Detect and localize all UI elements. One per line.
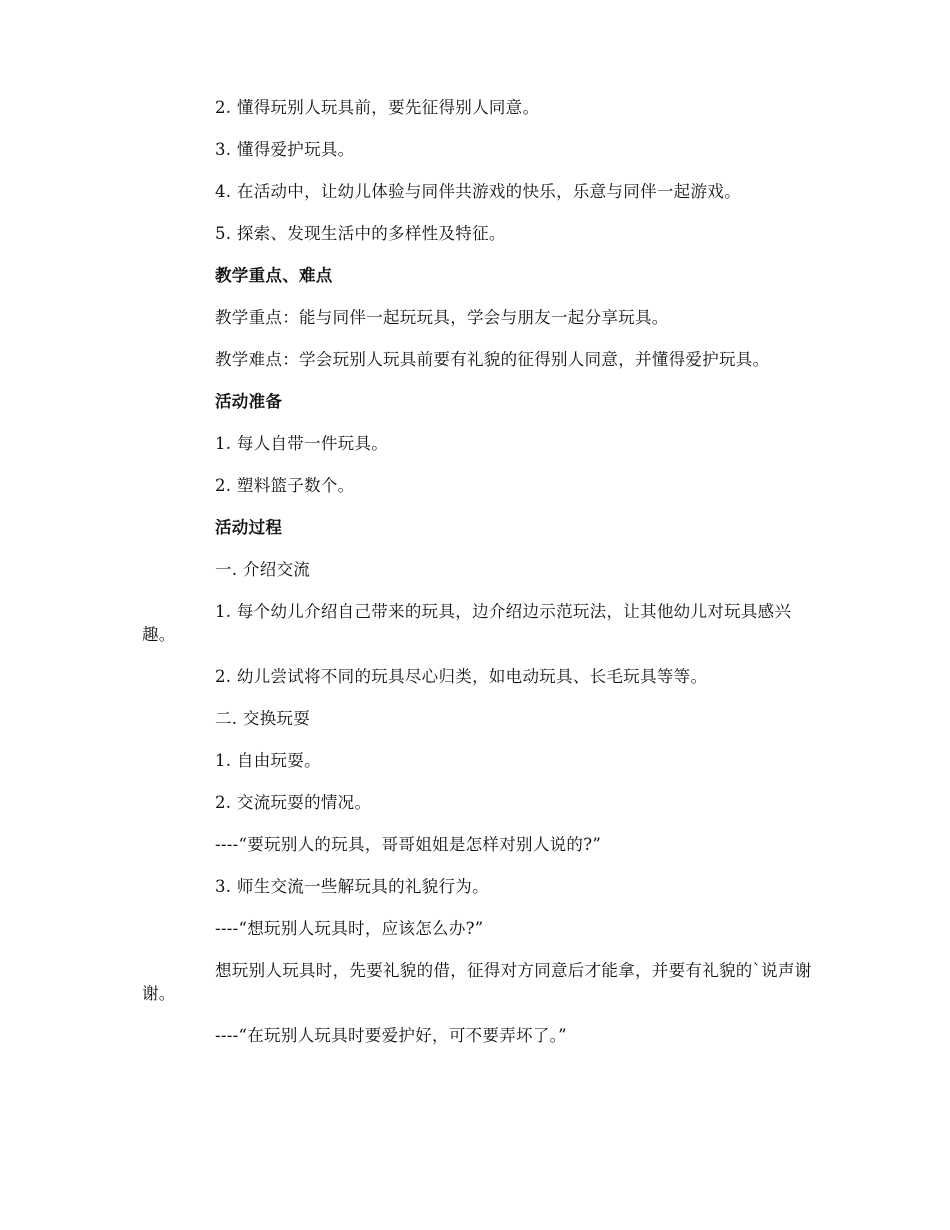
process-step-2-item-1: 1. 自由玩耍。 [215,751,321,770]
section-heading-process: 活动过程 [215,518,283,537]
difficulty-paragraph: 教学难点：学会玩别人玩具前要有礼貌的征得别人同意，并懂得爱护玩具。 [215,350,770,369]
dialogue-line-3: ----“在玩别人玩具时要爱护好，可不要弄坏了。” [215,1026,567,1045]
section-heading-key-points: 教学重点、难点 [215,266,333,285]
objective-item-3: 3. 懂得爱护玩具。 [215,140,355,159]
dialogue-line-2: ----“想玩别人玩具时，应该怎么办?” [215,919,484,938]
objective-item-5: 5. 探索、发现生活中的多样性及特征。 [215,224,506,243]
preparation-item-1: 1. 每人自带一件玩具。 [215,434,389,453]
process-step-1-title: 一. 介绍交流 [215,560,311,579]
process-step-1-item-2: 2. 幼儿尝试将不同的玩具尽心归类，如电动玩具、长毛玩具等等。 [215,667,708,686]
process-step-2-item-3: 3. 师生交流一些解玩具的礼貌行为。 [215,877,489,896]
process-step-2-title: 二. 交换玩耍 [215,709,311,728]
document-body [142,96,812,1066]
preparation-item-2: 2. 塑料篮子数个。 [215,476,355,495]
section-heading-preparation: 活动准备 [215,392,283,411]
objective-item-4: 4. 在活动中，让幼儿体验与同伴共游戏的快乐，乐意与同伴一起游戏。 [215,182,741,201]
dialogue-line-1: ----“要玩别人的玩具，哥哥姐姐是怎样对别人说的?” [215,835,602,854]
process-step-2-item-2: 2. 交流玩耍的情况。 [215,793,372,812]
process-step-1-item-1: 1. 每个幼儿介绍自己带来的玩具，边介绍边示范玩法，让其他幼儿对玩具感兴趣。 [142,602,792,644]
key-point-paragraph: 教学重点：能与同伴一起玩玩具，学会与朋友一起分享玩具。 [215,308,669,327]
objective-item-2: 2. 懂得玩别人玩具前，要先征得别人同意。 [215,98,540,117]
explanation-paragraph: 想玩别人玩具时，先要礼貌的借，征得对方同意后才能拿，并要有礼貌的`说声谢谢。 [142,961,812,1003]
